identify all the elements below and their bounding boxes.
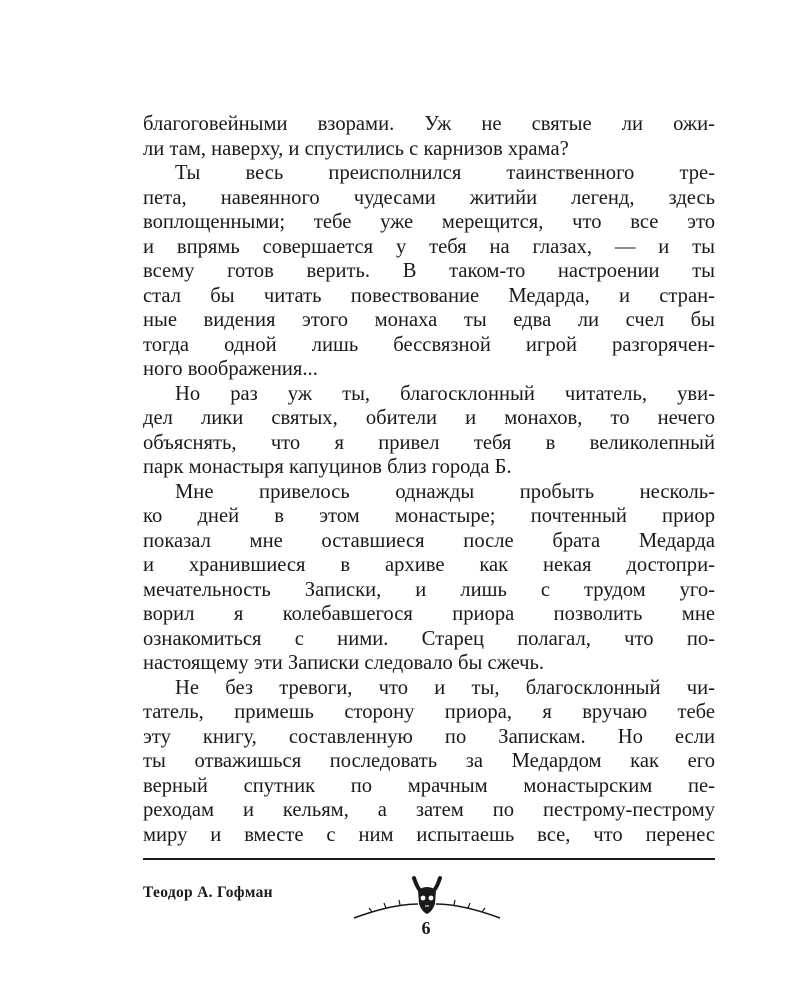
paragraph — [143, 480, 715, 676]
paragraph — [143, 676, 715, 848]
text-line: ного воображения... — [143, 358, 318, 380]
paragraph — [143, 112, 715, 161]
text-line: Ты весь преисполнился таинственного тре- — [175, 162, 715, 184]
text-line: ко дней в этом монастыре; почтенный приор — [143, 505, 715, 527]
text-line: ты отважишься последовать за Медардом как его — [143, 750, 715, 772]
text-line: всему готов верить. В таком-то настроении ты — [143, 260, 715, 282]
text-line: воплощенными; тебе уже мерещится, что все это — [143, 211, 715, 233]
text-line: ознакомиться с ними. Старец полагал, что по- — [143, 627, 715, 650]
text-line: ные видения этого монаха ты едва ли счел бы — [143, 309, 715, 331]
text-line: татель, примешь сторону приора, я вручаю тебе — [143, 701, 715, 723]
text-line: дел лики святых, обители и монахов, то нечего — [143, 407, 715, 429]
paragraph — [143, 382, 715, 480]
text-line: настоящему эти Записки следовало бы сжечь. — [143, 652, 545, 674]
text-line: мечательность Записки, и лишь с трудом уго- — [143, 578, 715, 601]
page-body — [143, 112, 715, 847]
footer-author: Теодор А. Гофман — [143, 884, 273, 901]
text-line: тогда одной лишь бессвязной игрой разгорячен- — [143, 333, 715, 356]
text-line: эту книгу, составленную по Запискам. Но если — [143, 725, 715, 748]
text-line: объяснять, что я привел тебя в великолепный — [143, 431, 715, 454]
text-line: парк монастыря капуцинов близ города Б. — [143, 456, 512, 478]
paragraph — [143, 161, 715, 382]
text-line: миру и вместе с ним испытаешь все, что перенес — [143, 823, 715, 846]
text-line: и хранившиеся в архиве как некая достопри- — [143, 554, 715, 576]
horned-skull-ornament-icon — [352, 874, 502, 924]
text-line: Не без тревоги, что и ты, благосклонный чи- — [175, 676, 715, 699]
text-line: и впрямь совершается у тебя на глазах, — и ты — [143, 235, 715, 258]
text-line: пета, навеянного чудесами житийи легенд, здесь — [143, 186, 715, 209]
text-line: стал бы читать повествование Медарда, и стран- — [143, 284, 715, 307]
text-line: верный спутник по мрачным монастырским пе- — [143, 774, 715, 797]
footer-rule — [143, 858, 715, 860]
page-number: 6 — [421, 918, 431, 938]
text-line: ворил я колебавшегося приора позволить мне — [143, 603, 715, 625]
text-line: ли там, наверху, и спустились с карнизов храма? — [143, 137, 569, 160]
text-line: показал мне оставшиеся после брата Медарда — [143, 529, 715, 552]
text-line: благоговейными взорами. Уж не святые ли ожи- — [143, 113, 715, 135]
text-line: Но раз уж ты, благосклонный читатель, уви- — [175, 382, 715, 405]
text-line: Мне привелось однажды пробыть несколь- — [175, 480, 715, 503]
text-line: реходам и кельям, а затем по пестрому-пестрому — [143, 799, 715, 821]
